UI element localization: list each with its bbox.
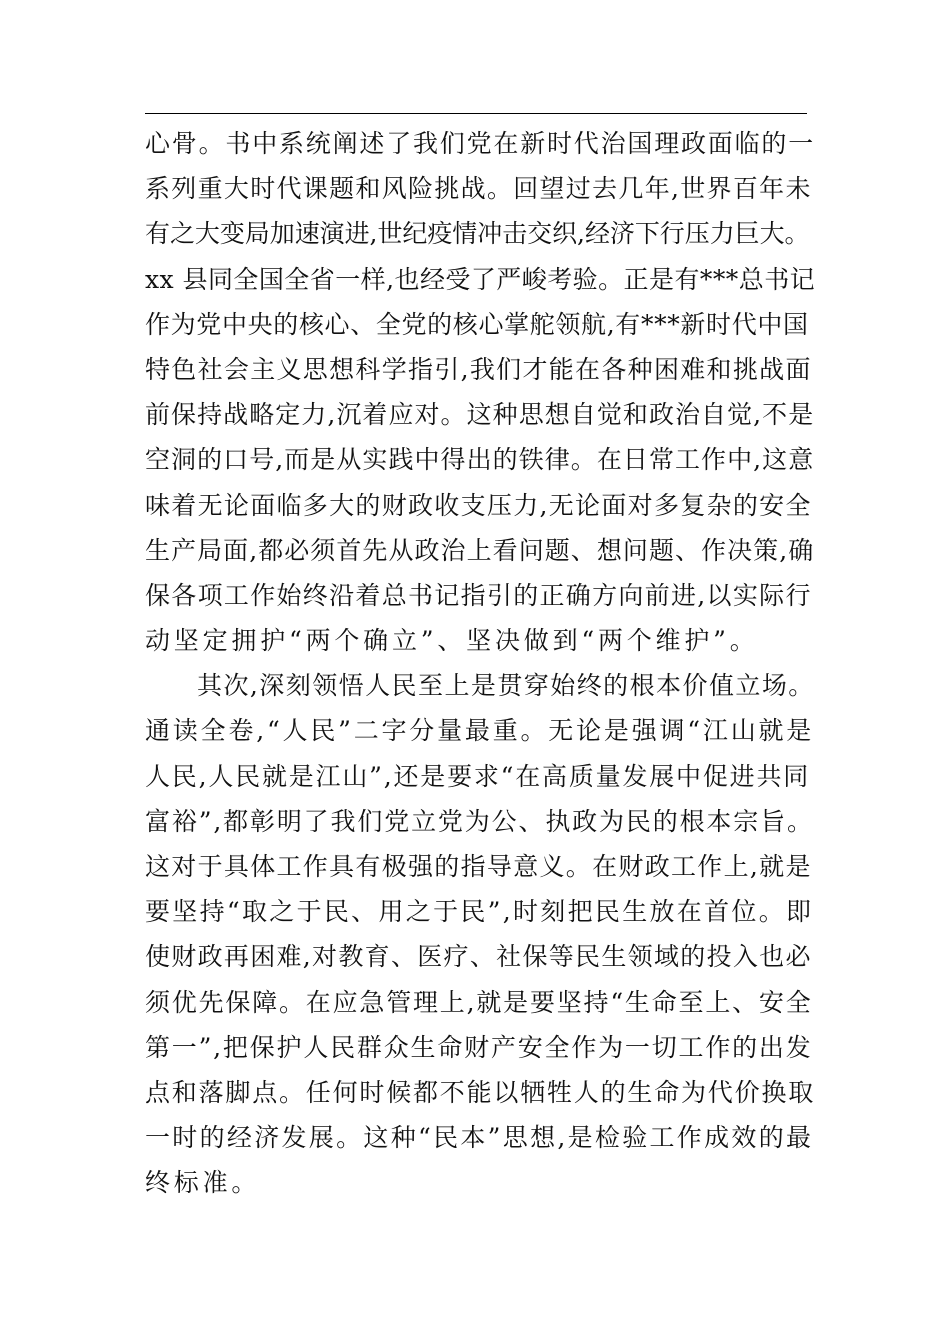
text-line: 通读全卷,“人民”二字分量最重。无论是强调“江山就是 — [145, 716, 815, 746]
text-line: 须优先保障。在应急管理上,就是要坚持“生命至上、安全 — [145, 987, 813, 1017]
text-line: 第一”,把保护人民群众生命财产安全作为一切工作的出发 — [145, 1032, 813, 1062]
header-rule — [145, 113, 807, 114]
text-line: 生产局面,都必须首先从政治上看问题、想问题、作决策,确 — [145, 535, 815, 565]
text-line: 要坚持“取之于民、用之于民”,时刻把民生放在首位。即 — [145, 897, 814, 927]
text-line: 动坚定拥护“两个确立”、坚决做到“两个维护”。 — [145, 626, 759, 656]
text-line: 空洞的口号,而是从实践中得出的铁律。在日常工作中,这意 — [145, 445, 815, 475]
text-line: 味着无论面临多大的财政收支压力,无论面对多复杂的安全 — [145, 490, 812, 520]
text-line: xx 县同全国全省一样,也经受了严峻考验。正是有***总书记 — [145, 264, 816, 294]
text-line: 作为党中央的核心、全党的核心掌舵领航,有***新时代中国 — [145, 309, 809, 339]
paragraph-2 — [145, 663, 815, 1205]
text-line: 富裕”,都彰明了我们党立党为公、执政为民的根本宗旨。 — [145, 806, 814, 836]
text-line: 有之大变局加速演进,世纪疫情冲击交织,经济下行压力巨大。 — [145, 219, 810, 249]
text-line: 使财政再困难,对教育、医疗、社保等民生领域的投入也必 — [145, 942, 812, 972]
text-line: 系列重大时代课题和风险挑战。回望过去几年,世界百年未 — [145, 174, 812, 204]
text-line: 心骨。书中系统阐述了我们党在新时代治国理政面临的一 — [145, 129, 816, 158]
text-line: 一时的经济发展。这种“民本”思想,是检验工作成效的最 — [145, 1123, 814, 1153]
text-line: 特色社会主义思想科学指引,我们才能在各种困难和挑战面 — [145, 354, 812, 384]
text-line: 人民,人民就是江山”,还是要求“在高质量发展中促进共同 — [145, 761, 811, 791]
document-body — [145, 121, 815, 1206]
text-line: 保各项工作始终沿着总书记指引的正确方向前进,以实际行 — [145, 580, 812, 610]
paragraph-1 — [145, 121, 815, 663]
text-line: 终标准。 — [145, 1168, 261, 1198]
text-line: 点和落脚点。任何时候都不能以牺牲人的生命为代价换取 — [145, 1077, 816, 1107]
text-line: 这对于具体工作具有极强的指导意义。在财政工作上,就是 — [145, 852, 812, 881]
text-line: 前保持战略定力,沉着应对。这种思想自觉和政治自觉,不是 — [145, 400, 815, 430]
text-line: 其次,深刻领悟人民至上是贯穿始终的根本价值立场。 — [197, 671, 815, 701]
